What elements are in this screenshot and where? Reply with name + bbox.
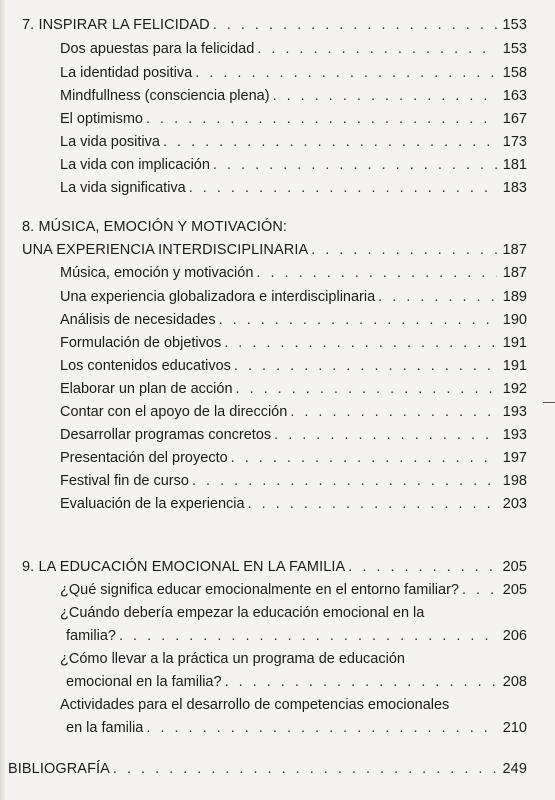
page-number: 189 [502,289,527,305]
page-number: 203 [502,496,527,512]
toc-entry-line1 [60,604,527,622]
leader-dots [257,40,497,58]
entry-title: ¿Qué significa educar emocionalmente en el entorno familiar? [60,582,459,598]
entry-title-line1: ¿Cómo llevar a la práctica un programa de educación [60,651,405,667]
entry-title: Mindfullness (consciencia plena) [60,88,270,104]
chapter-number: 9. [22,559,35,575]
toc-entry[interactable] [60,64,527,82]
page-number: 210 [502,720,527,736]
toc-entry[interactable] [66,627,527,645]
toc-entry[interactable] [60,426,527,444]
page-number: 173 [502,134,527,150]
page-number: 181 [502,157,527,173]
page-number: 205 [502,559,527,575]
entry-title: Dos apuestas para la felicidad [60,41,255,57]
toc-entry[interactable] [60,472,527,490]
leader-dots [290,403,496,421]
entry-title: Análisis de necesidades [60,312,216,328]
page-number: 206 [502,628,527,644]
entry-title: La vida significativa [60,180,186,196]
page-number: 249 [502,761,527,777]
chapter-number: 8. [22,219,35,235]
page-number: 193 [502,404,527,420]
toc-entry[interactable] [60,179,527,197]
leader-dots [192,472,497,490]
leader-dots [311,241,496,259]
page-number: 153 [502,41,527,57]
entry-title: Una experiencia globalizadora e interdisciplinaria [60,289,376,305]
entry-title: La vida con implicación [60,157,210,173]
entry-title: Música, emoción y motivación [60,265,254,281]
entry-title: emocional en la familia? [66,674,222,690]
page-number: 187 [502,265,527,281]
leader-dots [236,380,497,398]
leader-dots [213,156,497,174]
toc-entry[interactable] [60,380,527,398]
leader-dots [189,179,497,197]
page-number: 183 [502,180,527,196]
toc-chapter-7[interactable] [22,16,527,34]
entry-title: Evaluación de la experiencia [60,496,245,512]
page-number: 208 [502,674,527,690]
leader-dots [113,760,497,778]
leader-dots [378,288,497,306]
chapter-title-line1: MÚSICA, EMOCIÓN Y MOTIVACIÓN: [38,219,288,235]
toc-chapter-8[interactable] [22,241,527,259]
page-number: 153 [502,17,527,33]
chapter-title: UNA EXPERIENCIA INTERDISCIPLINARIA [22,242,309,258]
leader-dots [231,449,497,467]
leader-dots [119,627,497,645]
page-number: 191 [502,335,527,351]
toc-entry[interactable] [60,288,527,306]
toc-entry[interactable] [66,673,527,691]
toc-entry-line1 [60,650,527,668]
leader-dots [213,16,497,34]
chapter-title: INSPIRAR LA FELICIDAD [38,17,210,33]
page-number: 191 [502,358,527,374]
toc-entry[interactable] [60,403,527,421]
leader-dots [274,426,497,444]
chapter-title: LA EDUCACIÓN EMOCIONAL EN LA FAMILIA [38,559,346,575]
bibliography-title: BIBLIOGRAFÍA [8,761,110,777]
entry-title: familia? [66,628,116,644]
leader-dots [195,64,497,82]
chapter-number: 7. [22,17,35,33]
page-number: 193 [502,427,527,443]
entry-title: Contar con el apoyo de la dirección [60,404,288,420]
entry-title: Formulación de objetivos [60,335,222,351]
leader-dots [224,334,497,352]
toc-bibliography[interactable] [8,760,527,778]
toc-entry[interactable] [60,495,527,513]
leader-dots [219,311,497,329]
page-number: 167 [502,111,527,127]
entry-title: El optimismo [60,111,143,127]
toc-chapter-8-heading [22,218,527,236]
leader-dots [146,719,496,737]
entry-title: Festival fin de curso [60,473,189,489]
margin-mark [543,402,555,403]
toc-entry[interactable] [60,156,527,174]
page-number: 197 [502,450,527,466]
leader-dots [256,264,496,282]
page-number: 190 [502,312,527,328]
leader-dots [225,673,497,691]
entry-title: Los contenidos educativos [60,358,231,374]
entry-title: en la familia [66,720,144,736]
leader-dots [348,558,496,576]
leader-dots [248,495,497,513]
entry-title: La vida positiva [60,134,160,150]
page-number: 192 [502,381,527,397]
toc-entry-line1 [60,696,527,714]
toc-entry[interactable] [60,264,527,282]
leader-dots [462,581,497,599]
leader-dots [146,110,497,128]
entry-title-line1: Actividades para el desarrollo de competencias emocionales [60,697,450,713]
toc-chapter-9[interactable] [22,558,527,576]
page-number: 198 [502,473,527,489]
entry-title: Presentación del proyecto [60,450,228,466]
toc-entry[interactable] [60,334,527,352]
toc-entry[interactable] [60,311,527,329]
leader-dots [163,133,497,151]
toc-entry[interactable] [60,110,527,128]
entry-title: Desarrollar programas concretos [60,427,272,443]
page-number: 158 [502,65,527,81]
page-edge-shadow [0,0,6,800]
page-number: 163 [502,88,527,104]
entry-title-line1: ¿Cuándo debería empezar la educación emocional en la [60,605,425,621]
entry-title: Elaborar un plan de acción [60,381,233,397]
leader-dots [273,87,497,105]
page-number: 187 [502,242,527,258]
toc-entry[interactable] [66,719,527,737]
toc-entry[interactable] [60,449,527,467]
toc-entry[interactable] [60,40,527,58]
page-number: 205 [502,582,527,598]
leader-dots [234,357,497,375]
toc-entry[interactable] [60,357,527,375]
toc-entry[interactable] [60,133,527,151]
toc-entry[interactable] [60,581,527,599]
entry-title: La identidad positiva [60,65,193,81]
toc-entry[interactable] [60,87,527,105]
